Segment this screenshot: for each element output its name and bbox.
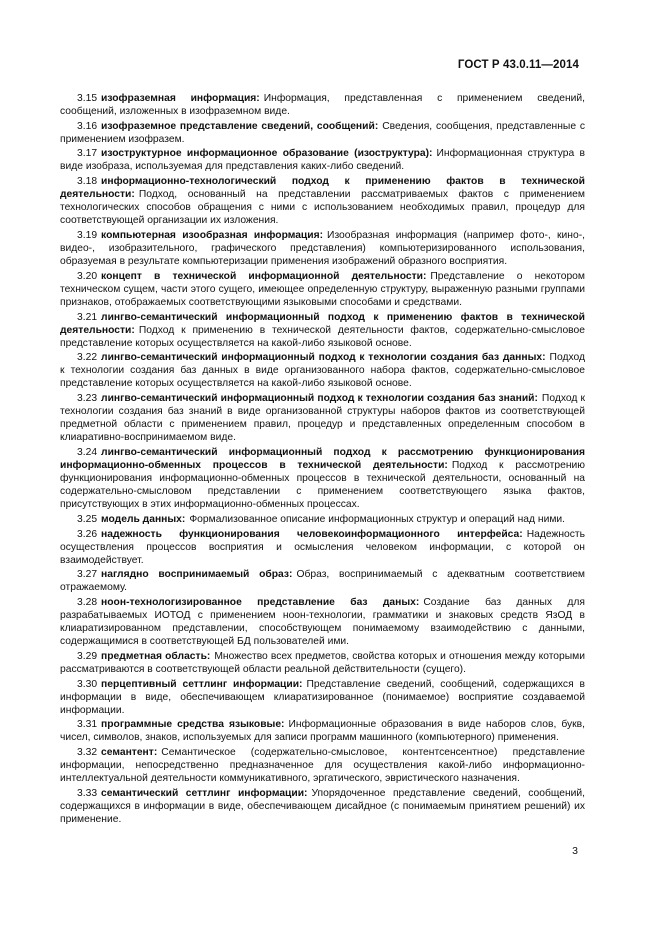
entry-definition: Создание баз данных для разрабатываемых ИОТОД с применением ноон-технологии, грамматики и знаковых средств ЯзОД в клиаратизированном представлении, способствующем понимаемому взаимодействию с данными, содержащимися в соответствующей БД пользователей ими. [60, 596, 585, 648]
entry-definition: Подход к технологии создания баз данных в виде организованного набора фактов, содержательно-смысловое представление которых осуществляется на какой-либо языковой основе. [60, 352, 585, 390]
entry-definition: Подход к рассмотрению функционирования информационно-обменных процессов в технической деятельности, основанный на содержательно-смысловом представлении с применением соответствующего языка фактов, присутствующих в этих информационно-обменных процессах. [60, 460, 585, 511]
entry-term: информационно-технологический подход к применению фактов в технической деятельности: [60, 176, 585, 201]
entry-number: 3.20 [77, 270, 98, 282]
definition-entry [60, 596, 585, 648]
entry-term: перцептивный сеттлинг информации: [101, 678, 303, 690]
entry-number: 3.17 [77, 148, 98, 160]
entry-number: 3.24 [77, 446, 98, 458]
entry-definition: Информационная структура в виде изобраза, используемая для представления каких-либо сведений. [60, 148, 585, 173]
entry-definition: Образ, воспринимаемый с адекватным соответствием отражаемому. [60, 569, 586, 594]
entry-number: 3.30 [77, 678, 98, 690]
entry-term: лингво-семантический информационный подход к технологии создания баз знаний: [101, 393, 538, 405]
entry-definition: Представление о некотором техническом сущем, части этого сущего, имеющее определенную структуру, выраженную разными группами признаков, отображаемых соответствующими языковыми способами и средствами. [60, 270, 585, 308]
entry-term: надежность функционирования человекоинформационного интерфейса: [101, 528, 523, 540]
definition-entry [60, 528, 585, 567]
definitions-list [60, 92, 585, 828]
entry-number: 3.29 [77, 650, 98, 662]
definition-entry [60, 270, 585, 309]
entry-term: модель данных: [101, 513, 186, 525]
definition-entry [60, 92, 585, 118]
entry-term: наглядно воспринимаемый образ: [101, 569, 293, 581]
entry-number: 3.23 [77, 393, 98, 405]
entry-term: предметная область: [101, 650, 211, 662]
definition-entry [60, 787, 585, 826]
entry-number: 3.33 [77, 787, 98, 799]
entry-definition: Информация, представленная с применением сведений, сообщений, изложенных в изофраземном виде. [60, 93, 586, 118]
entry-number: 3.31 [77, 719, 98, 731]
definition-entry [60, 175, 585, 227]
definition-entry [60, 120, 585, 146]
entry-term: семантический сеттлинг информации: [101, 787, 308, 799]
entry-term: лингво-семантический информационный подход к технологии создания баз данных: [101, 352, 546, 364]
entry-term: компьютерная изообразная информация: [101, 229, 324, 241]
entry-term: ноон-технологизированное представление баз даных: [101, 596, 420, 608]
entry-definition: Формализованное описание информационных структур и операций над ними. [189, 513, 566, 525]
entry-definition: Надежность осуществления процессов восприятия и осмысления человеком информации, с которой он взаимодействует. [60, 528, 585, 566]
entry-term: лингво-семантический информационный подход к применению фактов в технической деятельности: [60, 311, 585, 336]
entry-number: 3.16 [77, 120, 98, 132]
entry-number: 3.18 [77, 176, 98, 188]
entry-definition: Сведения, сообщения, представленные с применением изофразем. [60, 120, 585, 145]
entry-term: изофраземное представление сведений, сообщений: [101, 120, 379, 132]
definition-entry [60, 147, 585, 173]
entry-number: 3.15 [77, 93, 98, 104]
entry-number: 3.25 [77, 513, 98, 525]
entry-definition: Упорядоченное представление сведений, сообщений, содержащихся в информации в виде, обеспечивающем дисайдное (с понимаемым принятием решений) их применение. [60, 787, 585, 825]
entry-number: 3.22 [77, 352, 98, 364]
entry-definition: Изообразная информация (например фото-, кино-, видео-, изобразительного, графического представления) компьютеризированного использования, образуемая в результате компьютеризации применения изображений образного восприятия. [60, 229, 585, 268]
entry-number: 3.32 [77, 747, 98, 758]
entry-definition: Представление сведений, сообщений, содержащихся в информации в виде, обеспечивающем клиаратизированное (понимаемое) восприятие создаваемой информации. [60, 678, 585, 716]
definition-entry [60, 718, 585, 744]
entry-term: концепт в технической информационной деятельности: [101, 270, 427, 282]
definition-entry [60, 392, 585, 444]
entry-number: 3.21 [77, 311, 98, 323]
entry-term: семантент: [101, 747, 158, 758]
definition-entry [60, 229, 585, 268]
entry-term: изофраземная информация: [101, 93, 260, 104]
entry-term: программные средства языковые: [101, 719, 285, 731]
entry-definition: Подход к технологии создания баз знаний в виде организованной структуры наборов фактов из соответствующей предметной области с применением правил, процедур и представленных определенным способом в клиаративно-воспринимаемом виде. [60, 393, 585, 444]
definition-entry [60, 746, 585, 785]
definition-entry [60, 678, 585, 717]
standard-code: ГОСТ Р 43.0.11—2014 [457, 59, 579, 71]
entry-definition: Множество всех предметов, свойства которых и отношения между которыми рассматриваются в соответствующей области реальной действительности (сущего). [60, 650, 585, 675]
definition-entry [60, 568, 585, 594]
definition-entry [60, 311, 585, 350]
definition-entry [60, 513, 585, 526]
entry-number: 3.26 [77, 528, 98, 540]
definition-entry [60, 446, 585, 511]
entry-number: 3.19 [77, 229, 98, 241]
entry-definition: Семантическое (содержательно-смысловое, контентсенсентное) представление информации, непосредственно предназначенное для осуществления какой-либо информационно-интеллектуальной деятельности коммуникативного, эргатического, эвристического назначения. [60, 747, 585, 785]
entry-number: 3.27 [77, 569, 98, 581]
entry-term: лингво-семантический информационный подход к рассмотрению функционирования информационно-обменных процессов в технической деятельности: [60, 446, 585, 472]
page-number: 3 [572, 845, 578, 857]
definition-entry [60, 351, 585, 390]
entry-definition: Информационные образования в виде наборов слов, букв, чисел, символов, знаков, используемых для записи программ машинного (компьютерного) применения. [60, 719, 585, 744]
entry-term: изоструктурное информационное образование (изоструктура): [101, 148, 433, 160]
entry-number: 3.28 [77, 596, 98, 608]
definition-entry [60, 650, 585, 676]
entry-definition: Подход к применению в технической деятельности фактов, содержательно-смысловое представление которых осуществляется на какой-либо языковой основе. [60, 324, 585, 349]
entry-definition: Подход, основанный на представлении рассматриваемых фактов с применением технологических способов обращения с ними с использованием необходимых правил, процедур для соответствующей организации их изложения. [60, 189, 585, 227]
